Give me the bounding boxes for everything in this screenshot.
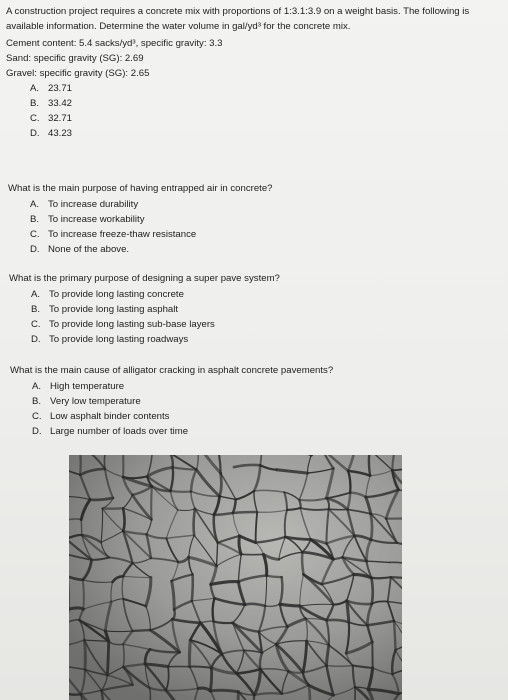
question-2 (8, 181, 273, 257)
option-c[interactable]: C. To increase freeze-thaw resistance (30, 229, 197, 240)
crack-line (280, 604, 300, 606)
fact-gravel: Gravel: specific gravity (SG): 2.65 (6, 68, 150, 79)
option-a[interactable]: A. To increase durability (30, 199, 139, 210)
alligator-cracking-photo (69, 455, 402, 700)
question-4 (10, 363, 333, 439)
cracked-pavement-image (69, 455, 402, 700)
crack-line (372, 578, 373, 604)
question-2-options (30, 197, 273, 257)
crack-line (171, 491, 192, 492)
crack-line (80, 455, 81, 475)
crack-line (69, 608, 83, 609)
crack-line (233, 512, 257, 513)
crack-line (151, 486, 152, 519)
question-2-stem: What is the main purpose of having entrapped air in concrete? (8, 183, 273, 194)
crack-line (371, 514, 372, 540)
question-1-stem: A construction project requires a concrete mix with proportions of 1:3.1:3.9 on a weight basis. The following is available information. Determine the water volume in gal/yd³ for the concrete mix. (6, 6, 470, 32)
option-c[interactable]: C. Low asphalt binder contents (32, 411, 170, 422)
crack-line (210, 668, 211, 691)
fact-cement: Cement content: 5.4 sacks/yd³, specific gravity: 3.3 (6, 38, 223, 49)
crack-line (302, 552, 303, 574)
option-b[interactable]: B. To increase workability (30, 214, 145, 225)
crack-line (369, 455, 370, 476)
option-b[interactable]: B. 33.42 (30, 98, 73, 109)
option-d[interactable]: D. 43.23 (30, 128, 73, 139)
crack-line (210, 690, 238, 691)
crack-line (133, 630, 151, 631)
option-c[interactable]: C. 32.71 (30, 113, 73, 124)
crack-line (123, 508, 124, 531)
crack-line (83, 580, 84, 609)
question-4-stem: What is the main cause of alligator cracking in asphalt concrete pavements? (10, 365, 334, 376)
fact-sand: Sand: specific gravity (SG): 2.69 (6, 53, 144, 64)
crack-line (309, 685, 310, 700)
option-a[interactable]: A. 23.71 (30, 83, 73, 94)
question-1-options (30, 81, 498, 141)
crack-line (84, 640, 85, 669)
question-3 (9, 271, 280, 347)
crack-line (107, 641, 108, 675)
option-d[interactable]: D. Large number of loads over time (32, 426, 189, 437)
crack-line (69, 694, 81, 695)
question-3-stem: What is the primary purpose of designing a super pave system? (9, 273, 280, 284)
option-b[interactable]: B. Very low temperature (32, 396, 141, 407)
crack-line (123, 644, 124, 667)
option-b[interactable]: B. To provide long lasting asphalt (31, 304, 179, 315)
crack-line (194, 509, 195, 536)
crack-line (192, 574, 193, 601)
crack-line (189, 640, 190, 667)
question-1 (6, 4, 498, 141)
option-d[interactable]: D. None of the above. (30, 244, 130, 255)
option-a[interactable]: A. High temperature (32, 381, 125, 392)
question-3-options (31, 287, 280, 347)
crack-line (81, 520, 82, 535)
crack-line (329, 509, 348, 510)
question-4-options (32, 379, 333, 439)
option-a[interactable]: A. To provide long lasting concrete (31, 289, 184, 300)
question-1-facts (6, 36, 498, 81)
crack-line (394, 621, 396, 650)
option-d[interactable]: D. To provide long lasting roadways (31, 334, 189, 345)
option-c[interactable]: C. To provide long lasting sub-base layers (31, 319, 215, 330)
crack-line (372, 577, 391, 578)
